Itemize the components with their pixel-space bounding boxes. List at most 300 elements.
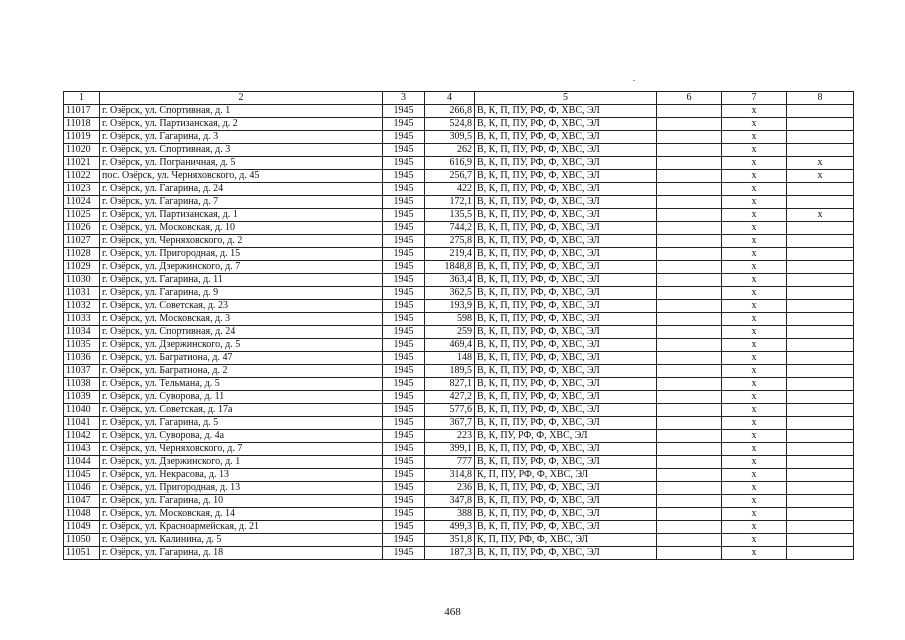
col-7-mark-cell: х [722,534,787,547]
table-row [64,209,854,222]
col-8-mark-cell [787,521,854,534]
table-row [64,521,854,534]
table-row [64,508,854,521]
table-row [64,287,854,300]
address-cell: г. Озёрск, ул. Черняховского, д. 2 [100,235,383,248]
address-cell: г. Озёрск, ул. Багратиона, д. 2 [100,365,383,378]
table-row [64,183,854,196]
col-8-mark-cell [787,313,854,326]
col-7-mark-cell: х [722,157,787,170]
header-row [64,92,854,105]
row-number-cell: 11033 [64,313,100,326]
col-8-mark-cell [787,300,854,313]
year-cell: 1945 [383,326,425,339]
utilities-cell: В, К, П, ПУ, РФ, Ф, ХВС, ЭЛ [475,352,657,365]
address-cell: г. Озёрск, ул. Московская, д. 3 [100,313,383,326]
row-number-cell: 11041 [64,417,100,430]
row-number-cell: 11019 [64,131,100,144]
row-number-cell: 11029 [64,261,100,274]
area-cell: 135,5 [425,209,475,222]
address-cell: пос. Озёрск, ул. Черняховского, д. 45 [100,170,383,183]
col-7-mark-cell: х [722,508,787,521]
area-cell: 351,8 [425,534,475,547]
area-cell: 314,8 [425,469,475,482]
area-cell: 363,4 [425,274,475,287]
year-cell: 1945 [383,456,425,469]
row-number-cell: 11044 [64,456,100,469]
address-cell: г. Озёрск, ул. Гагарина, д. 9 [100,287,383,300]
year-cell: 1945 [383,248,425,261]
row-number-cell: 11049 [64,521,100,534]
row-number-cell: 11051 [64,547,100,560]
utilities-cell: В, К, П, ПУ, РФ, Ф, ХВС, ЭЛ [475,456,657,469]
address-cell: г. Озёрск, ул. Черняховского, д. 7 [100,443,383,456]
col-8-mark-cell [787,469,854,482]
col-8-mark-cell [787,196,854,209]
utilities-cell: В, К, П, ПУ, РФ, Ф, ХВС, ЭЛ [475,235,657,248]
row-number-cell: 11025 [64,209,100,222]
utilities-cell: В, К, П, ПУ, РФ, Ф, ХВС, ЭЛ [475,313,657,326]
col-6-cell [657,105,722,118]
table-row [64,313,854,326]
utilities-cell: В, К, П, ПУ, РФ, Ф, ХВС, ЭЛ [475,404,657,417]
row-number-cell: 11018 [64,118,100,131]
year-cell: 1945 [383,235,425,248]
row-number-cell: 11037 [64,365,100,378]
col-6-cell [657,547,722,560]
utilities-cell: В, К, П, ПУ, РФ, Ф, ХВС, ЭЛ [475,118,657,131]
row-number-cell: 11035 [64,339,100,352]
utilities-cell: В, К, П, ПУ, РФ, Ф, ХВС, ЭЛ [475,209,657,222]
address-cell: г. Озёрск, ул. Суворова, д. 11 [100,391,383,404]
area-cell: 524,8 [425,118,475,131]
year-cell: 1945 [383,430,425,443]
row-number-cell: 11031 [64,287,100,300]
col-7-mark-cell: х [722,391,787,404]
col-6-cell [657,417,722,430]
year-cell: 1945 [383,508,425,521]
col-7-mark-cell: х [722,443,787,456]
address-cell: г. Озёрск, ул. Советская, д. 17а [100,404,383,417]
area-cell: 388 [425,508,475,521]
table-row [64,261,854,274]
registry-table [63,91,854,560]
table-body [64,105,854,560]
col-6-cell [657,183,722,196]
year-cell: 1945 [383,482,425,495]
row-number-cell: 11017 [64,105,100,118]
address-cell: г. Озёрск, ул. Партизанская, д. 2 [100,118,383,131]
header-col-6: 6 [657,92,722,105]
col-7-mark-cell: х [722,209,787,222]
utilities-cell: В, К, П, ПУ, РФ, Ф, ХВС, ЭЛ [475,508,657,521]
utilities-cell: В, К, П, ПУ, РФ, Ф, ХВС, ЭЛ [475,131,657,144]
col-7-mark-cell: х [722,235,787,248]
col-7-mark-cell: х [722,105,787,118]
area-cell: 744,2 [425,222,475,235]
year-cell: 1945 [383,131,425,144]
col-6-cell [657,508,722,521]
year-cell: 1945 [383,274,425,287]
year-cell: 1945 [383,300,425,313]
utilities-cell: В, К, П, ПУ, РФ, Ф, ХВС, ЭЛ [475,196,657,209]
address-cell: г. Озёрск, ул. Гагарина, д. 7 [100,196,383,209]
area-cell: 1848,8 [425,261,475,274]
col-8-mark-cell [787,365,854,378]
header-col-7: 7 [722,92,787,105]
year-cell: 1945 [383,521,425,534]
utilities-cell: В, К, П, ПУ, РФ, Ф, ХВС, ЭЛ [475,391,657,404]
year-cell: 1945 [383,547,425,560]
address-cell: г. Озёрск, ул. Пригородная, д. 13 [100,482,383,495]
year-cell: 1945 [383,261,425,274]
col-6-cell [657,144,722,157]
year-cell: 1945 [383,157,425,170]
col-6-cell [657,404,722,417]
col-6-cell [657,326,722,339]
row-number-cell: 11032 [64,300,100,313]
utilities-cell: В, К, П, ПУ, РФ, Ф, ХВС, ЭЛ [475,365,657,378]
col-8-mark-cell [787,508,854,521]
col-7-mark-cell: х [722,118,787,131]
year-cell: 1945 [383,222,425,235]
area-cell: 399,1 [425,443,475,456]
col-8-mark-cell [787,131,854,144]
table-row [64,352,854,365]
area-cell: 275,8 [425,235,475,248]
utilities-cell: В, К, П, ПУ, РФ, Ф, ХВС, ЭЛ [475,326,657,339]
col-7-mark-cell: х [722,482,787,495]
row-number-cell: 11021 [64,157,100,170]
col-7-mark-cell: х [722,521,787,534]
address-cell: г. Озёрск, ул. Спортивная, д. 24 [100,326,383,339]
utilities-cell: В, К, П, ПУ, РФ, Ф, ХВС, ЭЛ [475,521,657,534]
table-row [64,391,854,404]
year-cell: 1945 [383,378,425,391]
address-cell: г. Озёрск, ул. Багратиона, д. 47 [100,352,383,365]
col-6-cell [657,287,722,300]
header-col-2: 2 [100,92,383,105]
area-cell: 262 [425,144,475,157]
year-cell: 1945 [383,313,425,326]
table-row [64,547,854,560]
col-7-mark-cell: х [722,339,787,352]
area-cell: 347,8 [425,495,475,508]
utilities-cell: В, К, П, ПУ, РФ, Ф, ХВС, ЭЛ [475,105,657,118]
row-number-cell: 11043 [64,443,100,456]
utilities-cell: В, К, П, ПУ, РФ, Ф, ХВС, ЭЛ [475,482,657,495]
col-6-cell [657,430,722,443]
col-7-mark-cell: х [722,469,787,482]
table-row [64,365,854,378]
area-cell: 256,7 [425,170,475,183]
area-cell: 187,3 [425,547,475,560]
utilities-cell: В, К, П, ПУ, РФ, Ф, ХВС, ЭЛ [475,170,657,183]
area-cell: 236 [425,482,475,495]
col-6-cell [657,365,722,378]
col-8-mark-cell [787,287,854,300]
table-row [64,326,854,339]
table-row [64,157,854,170]
col-6-cell [657,209,722,222]
utilities-cell: В, К, П, ПУ, РФ, Ф, ХВС, ЭЛ [475,157,657,170]
utilities-cell: К, П, ПУ, РФ, Ф, ХВС, ЭЛ [475,469,657,482]
year-cell: 1945 [383,404,425,417]
col-8-mark-cell [787,534,854,547]
col-8-mark-cell [787,456,854,469]
utilities-cell: В, К, П, ПУ, РФ, Ф, ХВС, ЭЛ [475,287,657,300]
table-row [64,235,854,248]
area-cell: 422 [425,183,475,196]
col-7-mark-cell: х [722,404,787,417]
col-8-mark-cell [787,352,854,365]
area-cell: 172,1 [425,196,475,209]
col-6-cell [657,274,722,287]
row-number-cell: 11027 [64,235,100,248]
area-cell: 223 [425,430,475,443]
row-number-cell: 11042 [64,430,100,443]
header-col-4: 4 [425,92,475,105]
col-6-cell [657,313,722,326]
address-cell: г. Озёрск, ул. Дзержинского, д. 5 [100,339,383,352]
col-8-mark-cell [787,326,854,339]
utilities-cell: В, К, П, ПУ, РФ, Ф, ХВС, ЭЛ [475,183,657,196]
utilities-cell: В, К, П, ПУ, РФ, Ф, ХВС, ЭЛ [475,222,657,235]
col-7-mark-cell: х [722,274,787,287]
col-8-mark-cell [787,274,854,287]
year-cell: 1945 [383,417,425,430]
col-6-cell [657,391,722,404]
row-number-cell: 11034 [64,326,100,339]
table-row [64,339,854,352]
col-8-mark-cell [787,222,854,235]
col-8-mark-cell [787,235,854,248]
col-7-mark-cell: х [722,417,787,430]
area-cell: 499,3 [425,521,475,534]
col-7-mark-cell: х [722,378,787,391]
address-cell: г. Озёрск, ул. Московская, д. 10 [100,222,383,235]
row-number-cell: 11020 [64,144,100,157]
col-7-mark-cell: х [722,352,787,365]
document-sheet [63,91,854,560]
table-row [64,443,854,456]
area-cell: 777 [425,456,475,469]
col-7-mark-cell: х [722,144,787,157]
table-header [64,92,854,105]
year-cell: 1945 [383,469,425,482]
address-cell: г. Озёрск, ул. Суворова, д. 4а [100,430,383,443]
area-cell: 827,1 [425,378,475,391]
utilities-cell: В, К, ПУ, РФ, Ф, ХВС, ЭЛ [475,430,657,443]
address-cell: г. Озёрск, ул. Гагарина, д. 24 [100,183,383,196]
utilities-cell: В, К, П, ПУ, РФ, Ф, ХВС, ЭЛ [475,144,657,157]
address-cell: г. Озёрск, ул. Партизанская, д. 1 [100,209,383,222]
header-col-5: 5 [475,92,657,105]
col-6-cell [657,196,722,209]
col-6-cell [657,443,722,456]
col-7-mark-cell: х [722,495,787,508]
col-8-mark-cell: х [787,157,854,170]
col-8-mark-cell [787,391,854,404]
col-8-mark-cell [787,417,854,430]
row-number-cell: 11024 [64,196,100,209]
col-6-cell [657,469,722,482]
utilities-cell: В, К, П, ПУ, РФ, Ф, ХВС, ЭЛ [475,495,657,508]
page-number: 468 [444,606,461,618]
col-6-cell [657,521,722,534]
utilities-cell: В, К, П, ПУ, РФ, Ф, ХВС, ЭЛ [475,300,657,313]
header-col-1: 1 [64,92,100,105]
utilities-cell: В, К, П, ПУ, РФ, Ф, ХВС, ЭЛ [475,339,657,352]
col-6-cell [657,118,722,131]
address-cell: г. Озёрск, ул. Московская, д. 14 [100,508,383,521]
col-7-mark-cell: х [722,170,787,183]
address-cell: г. Озёрск, ул. Красноармейская, д. 21 [100,521,383,534]
year-cell: 1945 [383,352,425,365]
address-cell: г. Озёрск, ул. Дзержинского, д. 1 [100,456,383,469]
table-row [64,222,854,235]
row-number-cell: 11022 [64,170,100,183]
row-number-cell: 11026 [64,222,100,235]
table-row [64,144,854,157]
col-7-mark-cell: х [722,222,787,235]
col-8-mark-cell [787,144,854,157]
col-8-mark-cell [787,495,854,508]
row-number-cell: 11048 [64,508,100,521]
table-row [64,469,854,482]
year-cell: 1945 [383,118,425,131]
utilities-cell: К, П, ПУ, РФ, Ф, ХВС, ЭЛ [475,534,657,547]
utilities-cell: В, К, П, ПУ, РФ, Ф, ХВС, ЭЛ [475,547,657,560]
scan-speck [633,80,635,81]
col-7-mark-cell: х [722,196,787,209]
col-6-cell [657,339,722,352]
col-6-cell [657,456,722,469]
table-row [64,417,854,430]
area-cell: 219,4 [425,248,475,261]
area-cell: 616,9 [425,157,475,170]
table-row [64,105,854,118]
header-col-3: 3 [383,92,425,105]
col-7-mark-cell: х [722,131,787,144]
area-cell: 259 [425,326,475,339]
col-6-cell [657,170,722,183]
col-8-mark-cell: х [787,170,854,183]
col-8-mark-cell [787,378,854,391]
address-cell: г. Озёрск, ул. Гагарина, д. 5 [100,417,383,430]
address-cell: г. Озёрск, ул. Гагарина, д. 18 [100,547,383,560]
col-7-mark-cell: х [722,261,787,274]
utilities-cell: В, К, П, ПУ, РФ, Ф, ХВС, ЭЛ [475,274,657,287]
col-6-cell [657,248,722,261]
address-cell: г. Озёрск, ул. Дзержинского, д. 7 [100,261,383,274]
address-cell: г. Озёрск, ул. Тельмана, д. 5 [100,378,383,391]
col-7-mark-cell: х [722,287,787,300]
year-cell: 1945 [383,391,425,404]
row-number-cell: 11045 [64,469,100,482]
utilities-cell: В, К, П, ПУ, РФ, Ф, ХВС, ЭЛ [475,248,657,261]
table-row [64,118,854,131]
col-8-mark-cell [787,105,854,118]
year-cell: 1945 [383,183,425,196]
area-cell: 577,6 [425,404,475,417]
col-6-cell [657,222,722,235]
row-number-cell: 11039 [64,391,100,404]
table-row [64,274,854,287]
address-cell: г. Озёрск, ул. Калинина, д. 5 [100,534,383,547]
row-number-cell: 11050 [64,534,100,547]
col-8-mark-cell [787,261,854,274]
row-number-cell: 11046 [64,482,100,495]
col-7-mark-cell: х [722,430,787,443]
address-cell: г. Озёрск, ул. Гагарина, д. 3 [100,131,383,144]
table-row [64,430,854,443]
table-row [64,482,854,495]
table-row [64,495,854,508]
col-8-mark-cell [787,547,854,560]
address-cell: г. Озёрск, ул. Советская, д. 23 [100,300,383,313]
col-7-mark-cell: х [722,547,787,560]
year-cell: 1945 [383,443,425,456]
year-cell: 1945 [383,170,425,183]
year-cell: 1945 [383,365,425,378]
utilities-cell: В, К, П, ПУ, РФ, Ф, ХВС, ЭЛ [475,443,657,456]
utilities-cell: В, К, П, ПУ, РФ, Ф, ХВС, ЭЛ [475,378,657,391]
col-8-mark-cell [787,430,854,443]
area-cell: 367,7 [425,417,475,430]
col-8-mark-cell [787,248,854,261]
col-7-mark-cell: х [722,326,787,339]
area-cell: 189,5 [425,365,475,378]
col-7-mark-cell: х [722,300,787,313]
col-6-cell [657,352,722,365]
col-7-mark-cell: х [722,456,787,469]
col-6-cell [657,157,722,170]
col-6-cell [657,235,722,248]
col-8-mark-cell: х [787,209,854,222]
address-cell: г. Озёрск, ул. Гагарина, д. 11 [100,274,383,287]
address-cell: г. Озёрск, ул. Гагарина, д. 10 [100,495,383,508]
table-row [64,170,854,183]
col-8-mark-cell [787,443,854,456]
col-8-mark-cell [787,339,854,352]
year-cell: 1945 [383,534,425,547]
col-6-cell [657,534,722,547]
year-cell: 1945 [383,105,425,118]
address-cell: г. Озёрск, ул. Спортивная, д. 3 [100,144,383,157]
year-cell: 1945 [383,495,425,508]
area-cell: 427,2 [425,391,475,404]
address-cell: г. Озёрск, ул. Пригородная, д. 15 [100,248,383,261]
row-number-cell: 11040 [64,404,100,417]
table-row [64,196,854,209]
col-7-mark-cell: х [722,365,787,378]
address-cell: г. Озёрск, ул. Пограничная, д. 5 [100,157,383,170]
year-cell: 1945 [383,209,425,222]
col-8-mark-cell [787,183,854,196]
area-cell: 598 [425,313,475,326]
row-number-cell: 11047 [64,495,100,508]
col-8-mark-cell [787,404,854,417]
table-row [64,300,854,313]
area-cell: 148 [425,352,475,365]
table-row [64,248,854,261]
year-cell: 1945 [383,196,425,209]
col-6-cell [657,300,722,313]
col-8-mark-cell [787,118,854,131]
area-cell: 266,8 [425,105,475,118]
utilities-cell: В, К, П, ПУ, РФ, Ф, ХВС, ЭЛ [475,261,657,274]
